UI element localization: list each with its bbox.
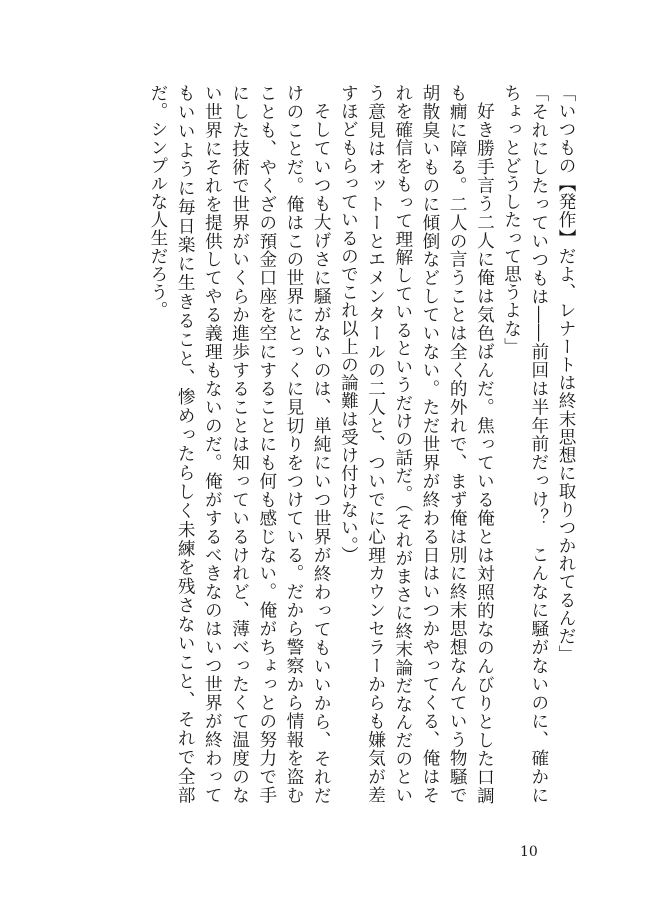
- narration-paragraph-1: 好き勝手言う二人に俺は気色ばんだ。焦っている俺とは対照的なのんびりとした口調も癇に障る。二人の言うことは全く的外れで、まず俺は別に終末思想なんていう物騒で胡散臭いものに傾倒などしていない。ただ世界が終わる日はいつかやってくる、俺はそれを確信をもって理解しているというだけの話だ。（それがまさに終末論だなんだのという意見はオットーとエメンタールの二人と、ついでに心理カウンセラーからも嫌気が差すほどもらっているのでこれ以上の論難は受け付けない。）: [338, 84, 495, 804]
- vertical-text-body: [59, 84, 579, 804]
- dialogue-line-1: 「いつもの【発作】だよ、レナートは終末思想に取りつかれてるんだ」: [556, 84, 576, 664]
- dialogue-line-2: 「それにしたっていつもは――前回は半年前だっけ？ こんなに騒がないのに、確かにちょっとどうしたって思うよな」: [501, 84, 549, 804]
- page-number: 10: [520, 844, 538, 860]
- narration-paragraph-2: そしていつも大げさに騒がないのは、単純にいつ世界が終わってもいいから、それだけのことだ。俺はこの世界にとっくに見切りをつけている。だから警察から情報を盗むことも、やくざの預金口座を空にすることにも何も感じない。俺がちょっとの努力で手にした技術で世界がいくらか進歩することは知っているけれど、薄べったくて温度のない世界にそれを提供してやる義理もないのだ。俺がするべきなのはいつ世界が終わってもいいように毎日楽に生きること、惨めったらしく未練を残さないこと、それで全部だ。シンプルな人生だろう。: [147, 84, 332, 804]
